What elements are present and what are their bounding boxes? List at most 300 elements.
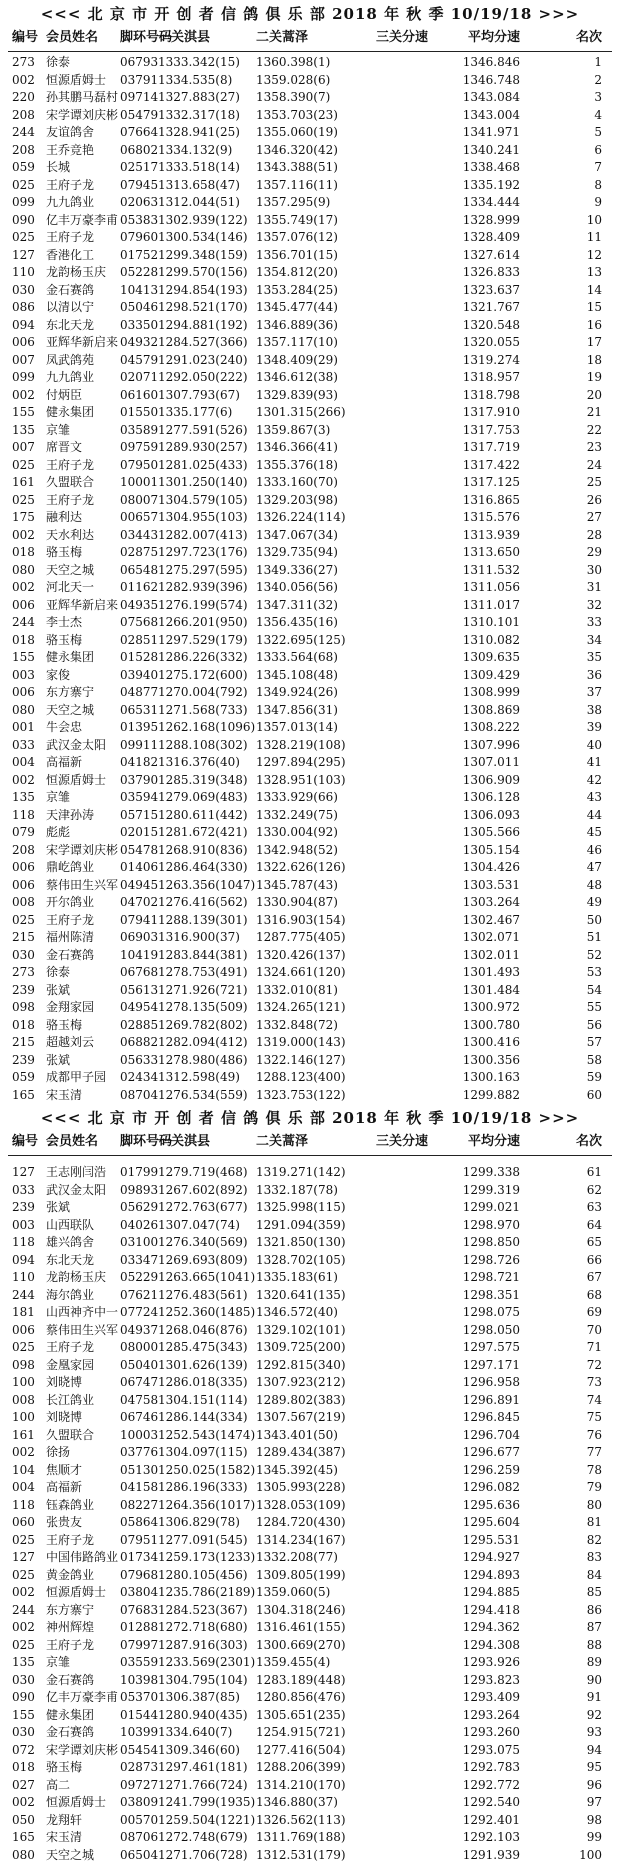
cell-stage1: 1313.658(47) (158, 177, 278, 195)
cell-member: 武汉金太阳 (46, 737, 138, 755)
cell-avg: 1316.865 (420, 492, 520, 510)
cell-stage2: 1322.695(125) (256, 632, 376, 650)
cell-stage2: 1316.461(155) (256, 1619, 376, 1637)
cell-member: 王乔竞艳 (46, 142, 138, 160)
cell-rank: 45 (520, 824, 602, 842)
cell-stage1: 1304.151(114) (158, 1392, 278, 1410)
cell-rank: 80 (520, 1497, 602, 1515)
cell-avg: 1328.999 (420, 212, 520, 230)
cell-stage2: 1328.053(109) (256, 1497, 376, 1515)
table-row (0, 807, 620, 825)
cell-avg: 1327.614 (420, 247, 520, 265)
cell-stage2: 1357.295(9) (256, 194, 376, 212)
cell-ring: 04937 (120, 1322, 182, 1340)
cell-stage1: 1284.527(366) (158, 334, 278, 352)
table-row (0, 1742, 620, 1760)
cell-rank: 83 (520, 1549, 602, 1567)
cell-stage2: 1332.208(77) (256, 1549, 376, 1567)
cell-stage2: 1345.108(48) (256, 667, 376, 685)
cell-ring: 03350 (120, 317, 182, 335)
cell-ring: 04935 (120, 597, 182, 615)
cell-no: 208 (12, 142, 52, 160)
cell-avg: 1335.192 (420, 177, 520, 195)
cell-member: 高二 (46, 1777, 138, 1795)
cell-rank: 17 (520, 334, 602, 352)
cell-stage2: 1254.915(721) (256, 1724, 376, 1742)
table-row (0, 1759, 620, 1777)
cell-ring: 03804 (120, 1584, 182, 1602)
cell-stage2: 1328.219(108) (256, 737, 376, 755)
cell-ring: 05046 (120, 299, 182, 317)
cell-ring: 04026 (120, 1217, 182, 1235)
table-row (0, 1269, 620, 1287)
cell-rank: 10 (520, 212, 602, 230)
cell-avg: 1300.972 (420, 999, 520, 1017)
cell-ring: 06882 (120, 1034, 182, 1052)
cell-stage2: 1347.311(32) (256, 597, 376, 615)
cell-stage1: 1263.356(1047) (158, 877, 278, 895)
table-row (0, 387, 620, 405)
table-row (0, 1584, 620, 1602)
cell-stage1: 1297.529(179) (158, 632, 278, 650)
cell-avg: 1299.319 (420, 1182, 520, 1200)
cell-stage1: 1333.342(15) (158, 54, 278, 72)
cell-no: 025 (12, 1532, 52, 1550)
cell-stage1: 1298.521(170) (158, 299, 278, 317)
cell-stage2: 1311.769(188) (256, 1829, 376, 1847)
table-row (0, 1497, 620, 1515)
cell-avg: 1301.493 (420, 964, 520, 982)
cell-no: 244 (12, 124, 52, 142)
cell-ring: 02015 (120, 824, 182, 842)
cell-no: 273 (12, 964, 52, 982)
cell-no: 008 (12, 1392, 52, 1410)
cell-rank: 7 (520, 159, 602, 177)
cell-no: 018 (12, 632, 52, 650)
table-row (0, 649, 620, 667)
cell-ring: 10413 (120, 282, 182, 300)
cell-member: 王府子龙 (46, 1637, 138, 1655)
cell-stage1: 1282.939(396) (158, 579, 278, 597)
cell-stage1: 1304.955(103) (158, 509, 278, 527)
table-row (0, 1164, 620, 1182)
cell-member: 骆玉梅 (46, 544, 138, 562)
cell-member: 恒源盾姆士 (46, 772, 138, 790)
cell-stage2: 1322.146(127) (256, 1052, 376, 1070)
cell-stage2: 1300.669(270) (256, 1637, 376, 1655)
cell-no: 002 (12, 579, 52, 597)
table-row (0, 632, 620, 650)
cell-stage2: 1343.388(51) (256, 159, 376, 177)
cell-avg: 1302.071 (420, 929, 520, 947)
cell-rank: 67 (520, 1269, 602, 1287)
cell-avg: 1328.409 (420, 229, 520, 247)
table-row (0, 1017, 620, 1035)
cell-no: 002 (12, 1619, 52, 1637)
cell-member: 席晋文 (46, 439, 138, 457)
cell-ring: 02875 (120, 544, 182, 562)
cell-rank: 8 (520, 177, 602, 195)
header-rank: 名次 (520, 28, 602, 48)
table-row (0, 1087, 620, 1105)
cell-rank: 63 (520, 1199, 602, 1217)
cell-member: 亚辉华新启来 (46, 334, 138, 352)
cell-ring: 07951 (120, 1532, 182, 1550)
cell-ring: 01288 (120, 1619, 182, 1637)
cell-member: 彪彪 (46, 824, 138, 842)
table-row (0, 947, 620, 965)
cell-member: 京雏 (46, 789, 138, 807)
table-row (0, 1287, 620, 1305)
cell-no: 127 (12, 1549, 52, 1567)
table-row (0, 212, 620, 230)
cell-avg: 1310.082 (420, 632, 520, 650)
cell-rank: 43 (520, 789, 602, 807)
cell-stage2: 1307.923(212) (256, 1374, 376, 1392)
cell-no: 135 (12, 422, 52, 440)
cell-rank: 26 (520, 492, 602, 510)
cell-rank: 40 (520, 737, 602, 755)
cell-avg: 1317.422 (420, 457, 520, 475)
cell-avg: 1294.308 (420, 1637, 520, 1655)
table-row (0, 1374, 620, 1392)
cell-ring: 02885 (120, 1017, 182, 1035)
cell-rank: 21 (520, 404, 602, 422)
cell-ring: 09759 (120, 439, 182, 457)
cell-rank: 60 (520, 1087, 602, 1105)
cell-no: 030 (12, 1724, 52, 1742)
cell-no: 127 (12, 247, 52, 265)
cell-no: 090 (12, 212, 52, 230)
cell-rank: 91 (520, 1689, 602, 1707)
cell-member: 徐泰 (46, 54, 138, 72)
cell-ring: 03559 (120, 1654, 182, 1672)
cell-stage2: 1332.848(72) (256, 1017, 376, 1035)
cell-avg: 1294.893 (420, 1567, 520, 1585)
cell-stage1: 1252.543(1474) (158, 1427, 278, 1445)
cell-no: 050 (12, 1812, 52, 1830)
cell-stage2: 1349.924(26) (256, 684, 376, 702)
cell-ring: 07724 (120, 1304, 182, 1322)
cell-avg: 1306.093 (420, 807, 520, 825)
cell-no: 135 (12, 1654, 52, 1672)
cell-ring: 04158 (120, 1479, 182, 1497)
cell-avg: 1298.850 (420, 1234, 520, 1252)
cell-ring: 07945 (120, 177, 182, 195)
cell-no: 175 (12, 509, 52, 527)
table-row (0, 929, 620, 947)
cell-stage2: 1359.060(5) (256, 1584, 376, 1602)
table-row (0, 999, 620, 1017)
cell-ring: 10398 (120, 1672, 182, 1690)
cell-stage2: 1328.702(105) (256, 1252, 376, 1270)
cell-stage2: 1353.703(23) (256, 107, 376, 125)
cell-avg: 1306.909 (420, 772, 520, 790)
cell-rank: 6 (520, 142, 602, 160)
cell-stage1: 1266.201(950) (158, 614, 278, 632)
cell-ring: 04932 (120, 334, 182, 352)
table-row (0, 1567, 620, 1585)
cell-rank: 94 (520, 1742, 602, 1760)
cell-stage1: 1278.753(491) (158, 964, 278, 982)
cell-stage2: 1346.320(42) (256, 142, 376, 160)
cell-stage1: 1306.387(85) (158, 1689, 278, 1707)
cell-member: 王府子龙 (46, 457, 138, 475)
cell-avg: 1340.241 (420, 142, 520, 160)
cell-member: 海尔鸽业 (46, 1287, 138, 1305)
cell-stage2: 1335.183(61) (256, 1269, 376, 1287)
cell-no: 135 (12, 789, 52, 807)
cell-stage1: 1267.602(892) (158, 1182, 278, 1200)
cell-stage2: 1314.234(167) (256, 1532, 376, 1550)
cell-no: 025 (12, 1567, 52, 1585)
header-no: 编号 (12, 1132, 52, 1152)
cell-avg: 1326.833 (420, 264, 520, 282)
cell-rank: 65 (520, 1234, 602, 1252)
page-title-repeat: <<< 北 京 市 开 创 者 信 鸽 俱 乐 部 2018 年 秋 季 10/19/18 >>> (0, 1104, 620, 1132)
cell-no: 220 (12, 89, 52, 107)
cell-member: 健永集团 (46, 404, 138, 422)
table-row (0, 177, 620, 195)
cell-member: 东北天龙 (46, 1252, 138, 1270)
cell-avg: 1343.004 (420, 107, 520, 125)
cell-member: 龙韵杨玉庆 (46, 1269, 138, 1287)
cell-stage1: 1276.483(561) (158, 1287, 278, 1305)
cell-rank: 64 (520, 1217, 602, 1235)
cell-stage2: 1280.856(476) (256, 1689, 376, 1707)
cell-rank: 77 (520, 1444, 602, 1462)
cell-ring: 07664 (120, 124, 182, 142)
cell-ring: 02873 (120, 1759, 182, 1777)
cell-rank: 46 (520, 842, 602, 860)
cell-rank: 34 (520, 632, 602, 650)
page-title: <<< 北 京 市 开 创 者 信 鸽 俱 乐 部 2018 年 秋 季 10/19/18 >>> (0, 0, 620, 28)
cell-ring: 07568 (120, 614, 182, 632)
cell-stage1: 1280.611(442) (158, 807, 278, 825)
cell-avg: 1291.939 (420, 1847, 520, 1864)
cell-member: 黄金鸽业 (46, 1567, 138, 1585)
cell-no: 002 (12, 387, 52, 405)
cell-stage1: 1306.829(78) (158, 1514, 278, 1532)
cell-rank: 66 (520, 1252, 602, 1270)
cell-stage2: 1320.641(135) (256, 1287, 376, 1305)
cell-stage1: 1285.319(348) (158, 772, 278, 790)
table-row (0, 527, 620, 545)
cell-stage1: 1328.941(25) (158, 124, 278, 142)
cell-no: 025 (12, 912, 52, 930)
cell-stage1: 1334.132(9) (158, 142, 278, 160)
cell-stage1: 1327.883(27) (158, 89, 278, 107)
cell-avg: 1296.891 (420, 1392, 520, 1410)
cell-member: 王府子龙 (46, 177, 138, 195)
table-row (0, 1777, 620, 1795)
cell-rank: 82 (520, 1532, 602, 1550)
cell-stage2: 1312.531(179) (256, 1847, 376, 1864)
cell-member: 香港化工 (46, 247, 138, 265)
cell-no: 118 (12, 1234, 52, 1252)
table-row (0, 229, 620, 247)
header-avg: 平均分速 (420, 28, 520, 48)
cell-member: 亿丰万豪李甫 (46, 1689, 138, 1707)
cell-rank: 100 (520, 1847, 602, 1864)
table-row (0, 684, 620, 702)
cell-avg: 1341.971 (420, 124, 520, 142)
cell-avg: 1299.338 (420, 1164, 520, 1182)
cell-rank: 85 (520, 1584, 602, 1602)
cell-stage1: 1272.763(677) (158, 1199, 278, 1217)
table-row (0, 719, 620, 737)
cell-member: 恒源盾姆士 (46, 72, 138, 90)
cell-stage2: 1326.562(113) (256, 1812, 376, 1830)
cell-rank: 2 (520, 72, 602, 90)
cell-rank: 87 (520, 1619, 602, 1637)
cell-member: 河北天一 (46, 579, 138, 597)
cell-avg: 1298.075 (420, 1304, 520, 1322)
cell-avg: 1308.869 (420, 702, 520, 720)
cell-member: 蔡伟田生兴军 (46, 1322, 138, 1340)
cell-ring: 05629 (120, 1199, 182, 1217)
cell-stage2: 1325.998(115) (256, 1199, 376, 1217)
cell-ring: 06531 (120, 702, 182, 720)
cell-ring: 03589 (120, 422, 182, 440)
table-row (0, 1602, 620, 1620)
header-stage2: 二关蒿泽 (256, 28, 376, 48)
header-stage1: 一关淇县 (158, 28, 278, 48)
cell-stage2: 1345.477(44) (256, 299, 376, 317)
cell-ring: 04702 (120, 894, 182, 912)
cell-stage2: 1288.123(400) (256, 1069, 376, 1087)
cell-stage1: 1284.523(367) (158, 1602, 278, 1620)
cell-ring: 04182 (120, 754, 182, 772)
cell-rank: 3 (520, 89, 602, 107)
cell-stage1: 1287.916(303) (158, 1637, 278, 1655)
cell-stage1: 1288.108(302) (158, 737, 278, 755)
cell-stage2: 1289.802(383) (256, 1392, 376, 1410)
cell-avg: 1308.222 (420, 719, 520, 737)
cell-avg: 1298.970 (420, 1217, 520, 1235)
cell-rank: 31 (520, 579, 602, 597)
cell-stage1: 1312.598(49) (158, 1069, 278, 1087)
cell-stage2: 1329.839(93) (256, 387, 376, 405)
cell-no: 161 (12, 474, 52, 492)
cell-member: 骆玉梅 (46, 632, 138, 650)
cell-no: 002 (12, 1584, 52, 1602)
header-divider (8, 51, 612, 52)
cell-ring: 09911 (120, 737, 182, 755)
cell-ring: 04579 (120, 352, 182, 370)
cell-avg: 1313.939 (420, 527, 520, 545)
header-rank: 名次 (520, 1132, 602, 1152)
cell-stage1: 1334.535(8) (158, 72, 278, 90)
cell-member: 付炳臣 (46, 387, 138, 405)
cell-stage1: 1312.044(51) (158, 194, 278, 212)
cell-avg: 1292.401 (420, 1812, 520, 1830)
cell-rank: 78 (520, 1462, 602, 1480)
header-divider (8, 1155, 612, 1156)
cell-avg: 1343.084 (420, 89, 520, 107)
cell-stage1: 1276.534(559) (158, 1087, 278, 1105)
cell-stage1: 1276.416(562) (158, 894, 278, 912)
cell-avg: 1304.426 (420, 859, 520, 877)
cell-stage2: 1359.028(6) (256, 72, 376, 90)
cell-avg: 1297.171 (420, 1357, 520, 1375)
cell-rank: 38 (520, 702, 602, 720)
cell-no: 018 (12, 1017, 52, 1035)
cell-member: 长江鸽业 (46, 1392, 138, 1410)
cell-avg: 1317.125 (420, 474, 520, 492)
cell-stage1: 1241.799(1935) (158, 1794, 278, 1812)
cell-stage1: 1291.023(240) (158, 352, 278, 370)
cell-avg: 1334.444 (420, 194, 520, 212)
table-row (0, 894, 620, 912)
cell-no: 002 (12, 72, 52, 90)
cell-member: 王府子龙 (46, 1339, 138, 1357)
cell-ring: 03809 (120, 1794, 182, 1812)
cell-avg: 1305.566 (420, 824, 520, 842)
cell-ring: 06504 (120, 1847, 182, 1864)
cell-stage1: 1262.168(1096) (158, 719, 278, 737)
cell-no: 027 (12, 1777, 52, 1795)
cell-no: 094 (12, 317, 52, 335)
cell-stage1: 1334.640(7) (158, 1724, 278, 1742)
cell-member: 骆玉梅 (46, 1759, 138, 1777)
cell-no: 244 (12, 1287, 52, 1305)
cell-rank: 68 (520, 1287, 602, 1305)
cell-no: 025 (12, 229, 52, 247)
cell-rank: 14 (520, 282, 602, 300)
table-row (0, 1444, 620, 1462)
cell-avg: 1292.540 (420, 1794, 520, 1812)
cell-member: 金石赛鸽 (46, 947, 138, 965)
cell-rank: 11 (520, 229, 602, 247)
table-row (0, 1812, 620, 1830)
cell-member: 宋学谭刘庆彬 (46, 1742, 138, 1760)
cell-no: 025 (12, 177, 52, 195)
cell-stage1: 1286.144(334) (158, 1409, 278, 1427)
cell-ring: 05454 (120, 1742, 182, 1760)
cell-rank: 48 (520, 877, 602, 895)
cell-stage2: 1307.567(219) (256, 1409, 376, 1427)
table-row (0, 72, 620, 90)
cell-ring: 03347 (120, 1252, 182, 1270)
cell-stage2: 1329.203(98) (256, 492, 376, 510)
table-row (0, 1357, 620, 1375)
cell-stage2: 1284.720(430) (256, 1514, 376, 1532)
cell-ring: 06793 (120, 54, 182, 72)
cell-stage1: 1286.464(330) (158, 859, 278, 877)
table-row (0, 877, 620, 895)
cell-no: 006 (12, 1322, 52, 1340)
cell-rank: 24 (520, 457, 602, 475)
table-row (0, 667, 620, 685)
cell-rank: 76 (520, 1427, 602, 1445)
cell-stage2: 1346.366(41) (256, 439, 376, 457)
cell-rank: 69 (520, 1304, 602, 1322)
cell-stage2: 1355.749(17) (256, 212, 376, 230)
cell-stage2: 1314.210(170) (256, 1777, 376, 1795)
table-row (0, 474, 620, 492)
cell-avg: 1296.845 (420, 1409, 520, 1427)
cell-ring: 06548 (120, 562, 182, 580)
cell-avg: 1293.409 (420, 1689, 520, 1707)
table-row (0, 1794, 620, 1812)
cell-avg: 1307.011 (420, 754, 520, 772)
cell-member: 久盟联合 (46, 1427, 138, 1445)
cell-stage1: 1271.706(728) (158, 1847, 278, 1864)
cell-avg: 1302.467 (420, 912, 520, 930)
cell-no: 215 (12, 929, 52, 947)
cell-no: 215 (12, 1034, 52, 1052)
